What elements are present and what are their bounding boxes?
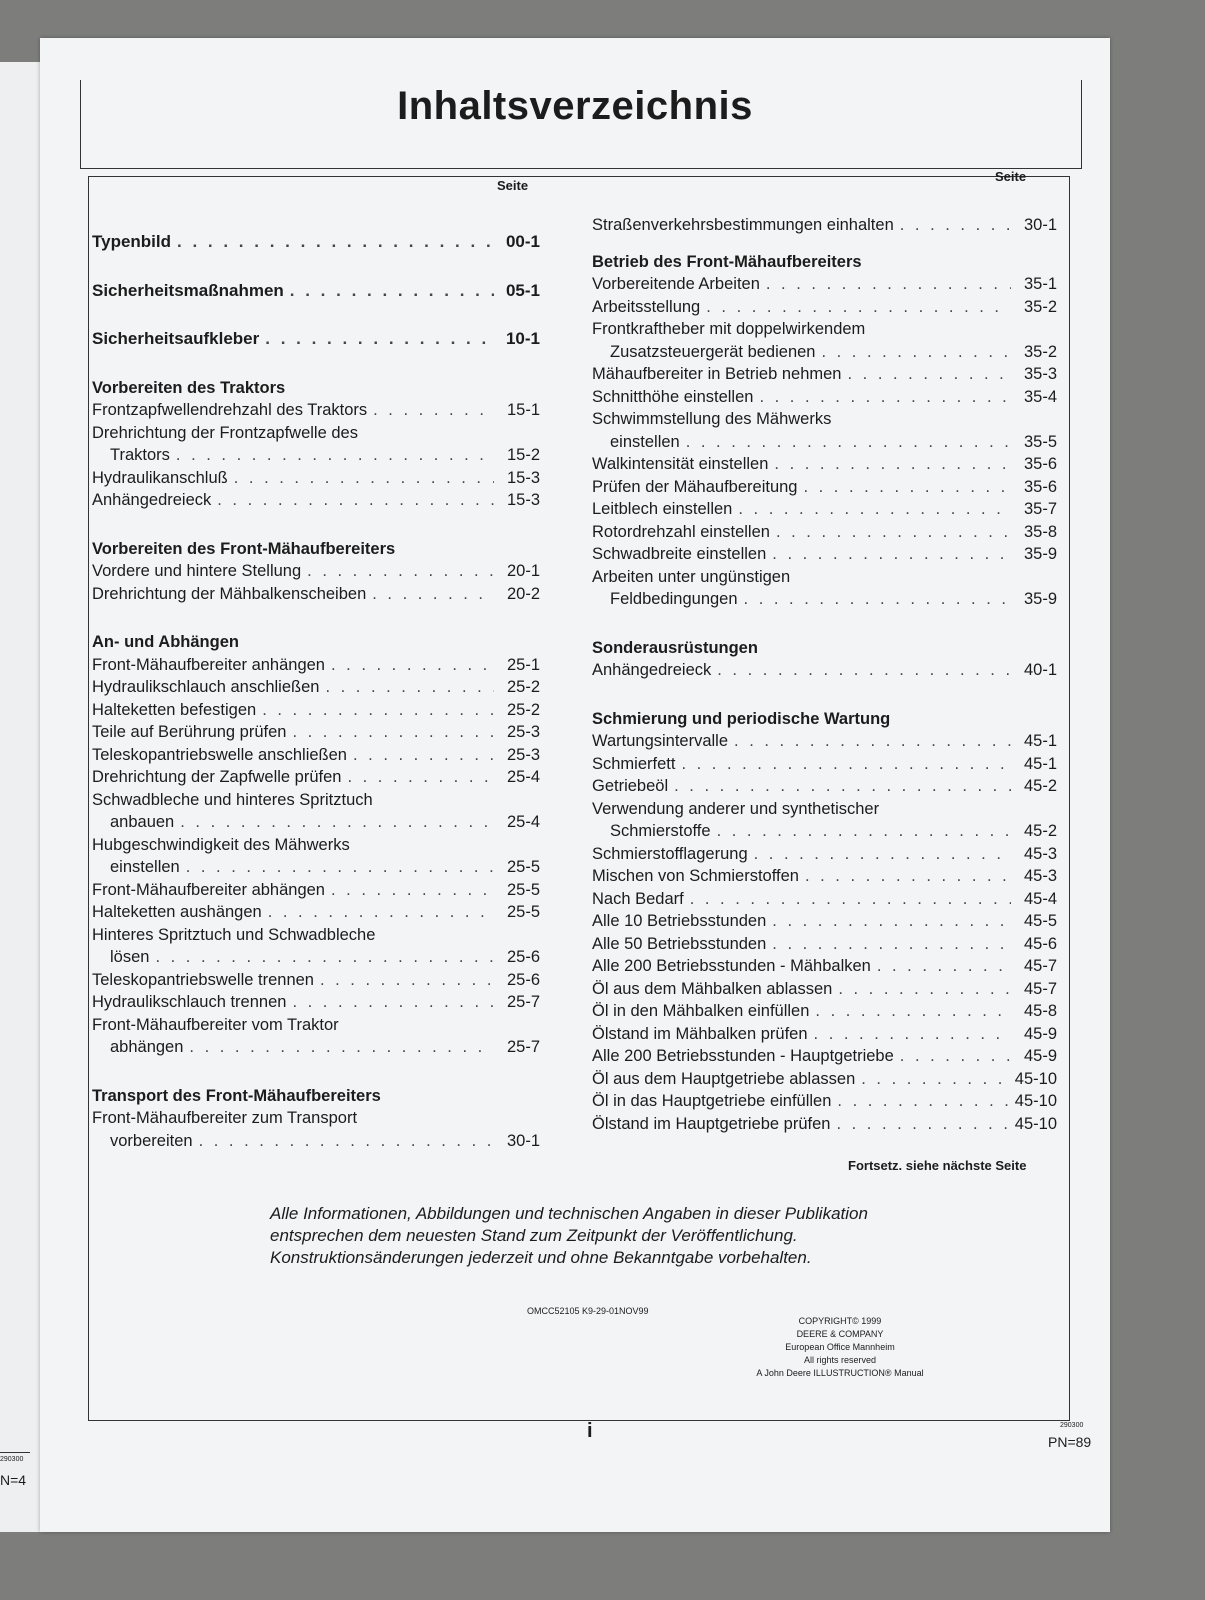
toc-entry <box>92 399 540 422</box>
copyright-block <box>720 1315 960 1380</box>
toc-page-ref: 25-4 <box>506 768 540 786</box>
toc-entry <box>592 910 1057 933</box>
toc-entry-title: Zusatzsteuergerät bedienen <box>610 342 816 361</box>
toc-entry-title: anbauen <box>110 813 175 831</box>
toc-section-heading <box>92 328 540 351</box>
toc-entry-title: Schmierfett <box>592 754 676 773</box>
dot-leader <box>325 676 494 699</box>
dot-leader <box>861 1068 1009 1091</box>
dot-leader <box>776 521 1011 544</box>
dot-leader <box>759 386 1011 409</box>
toc-page-ref: 45-10 <box>1014 1114 1057 1133</box>
toc-page-ref: 10-1 <box>505 329 540 348</box>
toc-entry-title: Schwadbleche und hinteres Spritztuch <box>92 790 373 809</box>
left-column-header: Seite <box>497 178 529 193</box>
toc-entry-title: Schmierung und periodische Wartung <box>592 709 891 728</box>
section-spacer <box>92 512 540 538</box>
dot-leader <box>734 730 1011 753</box>
toc-page-ref: 35-6 <box>1023 477 1057 496</box>
toc-page-ref: 15-1 <box>506 401 540 419</box>
toc-section-heading <box>92 538 540 561</box>
copyright-line: COPYRIGHT© 1999 <box>798 1316 882 1326</box>
toc-entry-title: vorbereiten <box>110 1131 193 1150</box>
toc-page-ref: 45-10 <box>1014 1092 1057 1110</box>
toc-entry-title: Walkintensität einstellen <box>592 455 769 473</box>
disclaimer-notice: Alle Informationen, Abbildungen und technischen Angaben in dieser Publikation entsprechen dem neuesten Stand zum Zeitpunkt der Veröffentlichung. Konstruktionsänderungen jederzeit und ohne Bekanntgabe vorbehalten. <box>270 1204 868 1267</box>
toc-page-ref: 45-6 <box>1023 934 1057 953</box>
prev-page-pn: N=4 <box>0 1472 27 1488</box>
toc-entry <box>592 543 1057 566</box>
toc-page-ref: 35-5 <box>1023 432 1057 451</box>
dot-leader <box>900 214 1011 237</box>
toc-entry <box>92 834 540 857</box>
dot-leader <box>177 231 494 254</box>
toc-entry <box>592 1045 1057 1068</box>
toc-page-ref: 45-7 <box>1023 979 1057 998</box>
toc-entry-title: Front-Mähaufbereiter anhängen <box>92 655 325 674</box>
toc-entry <box>592 978 1057 1001</box>
toc-page-ref: 45-2 <box>1023 777 1057 795</box>
toc-page-ref: 35-6 <box>1023 455 1057 473</box>
dot-leader <box>754 843 1011 866</box>
toc-page-ref: 35-7 <box>1023 500 1057 518</box>
toc-entry <box>92 901 540 924</box>
dot-leader <box>155 946 494 969</box>
section-spacer <box>592 682 1057 708</box>
toc-entry-title: Typenbild <box>92 232 172 251</box>
toc-page-ref: 15-2 <box>506 446 540 464</box>
toc-page-ref: 45-5 <box>1023 912 1057 930</box>
toc-entry-title: Schwadbreite einstellen <box>592 545 767 563</box>
toc-entry <box>592 431 1057 454</box>
page-title: Inhaltsverzeichnis <box>397 84 753 128</box>
copyright-line: All rights reserved <box>803 1355 877 1365</box>
dot-leader <box>717 820 1011 843</box>
dot-leader <box>738 498 1011 521</box>
dot-leader <box>877 955 1011 978</box>
toc-entry-title: Arbeitsstellung <box>592 297 701 316</box>
toc-page-ref: 35-2 <box>1023 297 1057 316</box>
dot-leader <box>847 363 1011 386</box>
toc-page-ref: 25-7 <box>506 993 540 1011</box>
toc-page-ref: 25-2 <box>506 700 540 719</box>
toc-entry <box>92 467 540 490</box>
toc-page-ref: 25-6 <box>506 948 540 966</box>
toc-entry-title: Mischen von Schmierstoffen <box>592 867 799 885</box>
toc-entry-title: Öl aus dem Hauptgetriebe ablassen <box>592 1069 856 1088</box>
dot-leader <box>176 444 494 467</box>
toc-entry-title: Drehrichtung der Zapfwelle prüfen <box>92 768 342 786</box>
toc-entry <box>92 583 540 606</box>
toc-entry <box>592 775 1057 798</box>
toc-entry <box>92 811 540 834</box>
toc-entry <box>92 1107 540 1130</box>
toc-entry-title: Mähaufbereiter in Betrieb nehmen <box>592 365 842 383</box>
toc-entry <box>92 946 540 969</box>
toc-section-heading <box>92 631 540 654</box>
toc-entry-title: Teleskopantriebswelle anschließen <box>92 745 347 764</box>
toc-entry-title: Rotordrehzahl einstellen <box>592 522 770 541</box>
toc-entry <box>592 566 1057 589</box>
toc-entry <box>592 865 1057 888</box>
toc-entry-title: Ölstand im Mähbalken prüfen <box>592 1024 808 1043</box>
toc-entry <box>592 1090 1057 1113</box>
toc-entry <box>92 879 540 902</box>
toc-entry <box>592 341 1057 364</box>
toc-entry <box>92 924 540 947</box>
toc-section-heading <box>592 708 1057 731</box>
dot-leader <box>265 328 494 351</box>
toc-entry-title: Vorbereitende Arbeiten <box>592 275 760 293</box>
toc-entry <box>92 1130 540 1153</box>
toc-entry <box>592 363 1057 386</box>
toc-page-ref: 35-3 <box>1023 365 1057 383</box>
toc-section-heading <box>92 1085 540 1108</box>
toc-entry <box>92 699 540 722</box>
dot-leader <box>320 969 494 992</box>
dot-leader <box>814 1023 1011 1046</box>
toc-entry <box>92 1036 540 1059</box>
dot-leader <box>772 543 1011 566</box>
toc-page-ref: 25-6 <box>506 970 540 989</box>
dot-leader <box>292 721 494 744</box>
toc-entry <box>592 888 1057 911</box>
toc-entry <box>592 408 1057 431</box>
dot-leader <box>681 753 1011 776</box>
toc-entry <box>592 753 1057 776</box>
toc-entry <box>92 444 540 467</box>
section-spacer <box>592 611 1057 637</box>
toc-entry-title: Straßenverkehrsbestimmungen einhalten <box>592 216 894 234</box>
toc-page-ref: 35-1 <box>1023 275 1057 293</box>
copyright-line: A John Deere ILLUSTRUCTION® Manual <box>756 1368 924 1378</box>
dot-leader <box>268 901 494 924</box>
dot-leader <box>821 341 1011 364</box>
toc-entry-title: Sonderausrüstungen <box>592 638 758 657</box>
dot-leader <box>900 1045 1011 1068</box>
section-spacer <box>92 254 540 280</box>
dot-leader <box>353 744 494 767</box>
toc-entry <box>92 856 540 879</box>
toc-entry <box>92 789 540 812</box>
toc-page-ref: 25-7 <box>506 1038 540 1056</box>
toc-page-ref: 45-8 <box>1023 1002 1057 1020</box>
section-spacer <box>92 1059 540 1085</box>
toc-entry <box>592 521 1057 544</box>
toc-entry <box>92 991 540 1014</box>
section-spacer <box>92 351 540 377</box>
dot-leader <box>262 699 494 722</box>
toc-entry-title: Teile auf Berührung prüfen <box>92 723 287 741</box>
dot-leader <box>307 560 494 583</box>
toc-page-ref: 45-3 <box>1023 867 1057 885</box>
dot-leader <box>373 399 494 422</box>
dot-leader <box>837 1090 1008 1113</box>
toc-page-ref: 30-1 <box>1023 216 1057 234</box>
toc-page-ref: 45-9 <box>1023 1047 1057 1065</box>
toc-entry <box>92 422 540 445</box>
toc-page-ref: 25-5 <box>506 903 540 921</box>
toc-page-ref: 35-8 <box>1023 522 1057 541</box>
toc-section-heading <box>92 280 540 303</box>
toc-entry-title: Alle 200 Betriebsstunden - Hauptgetriebe <box>592 1047 894 1065</box>
toc-entry-title: Arbeiten unter ungünstigen <box>592 567 791 586</box>
footer-pn: PN=89 <box>1048 1434 1092 1450</box>
toc-entry-title: Schnitthöhe einstellen <box>592 387 754 406</box>
dot-leader <box>803 476 1011 499</box>
toc-entry <box>592 933 1057 956</box>
toc-page-ref: 40-1 <box>1023 661 1057 679</box>
toc-page-ref: 35-9 <box>1023 545 1057 563</box>
toc-entry <box>592 1113 1057 1136</box>
toc-page-ref: 45-9 <box>1023 1024 1057 1043</box>
dot-leader <box>186 856 494 879</box>
toc-entry-title: Alle 200 Betriebsstunden - Mähbalken <box>592 957 871 975</box>
dot-leader <box>674 775 1011 798</box>
toc-section-heading <box>592 251 1057 274</box>
dot-leader <box>815 1000 1011 1023</box>
toc-entry-title: lösen <box>110 948 150 966</box>
dot-leader <box>217 489 494 512</box>
toc-page-ref: 45-1 <box>1023 732 1057 750</box>
copyright-line: DEERE & COMPANY <box>796 1329 884 1339</box>
toc-entry-title: Schmierstoffe <box>610 822 711 840</box>
toc-entry <box>92 489 540 512</box>
toc-entry-title: Betrieb des Front-Mähaufbereiters <box>592 252 862 271</box>
toc-entry <box>92 676 540 699</box>
document-code: OMCC52105 K9-29-01NOV99 <box>527 1306 649 1316</box>
dot-leader <box>199 1130 494 1153</box>
toc-entry-title: Prüfen der Mähaufbereitung <box>592 477 798 496</box>
toc-page-ref: 45-10 <box>1014 1069 1057 1088</box>
toc-entry-title: Traktors <box>110 446 170 464</box>
toc-entry <box>592 476 1057 499</box>
toc-section-heading <box>592 637 1057 660</box>
toc-entry-title: Halteketten aushängen <box>92 903 262 921</box>
toc-page-ref: 00-1 <box>505 232 540 251</box>
toc-entry-title: Nach Bedarf <box>592 889 684 908</box>
toc-page-ref: 25-5 <box>506 858 540 876</box>
dot-leader <box>290 280 494 303</box>
toc-entry-title: Transport des Front-Mähaufbereiters <box>92 1086 381 1105</box>
dot-leader <box>234 467 494 490</box>
toc-entry <box>592 453 1057 476</box>
toc-entry-title: abhängen <box>110 1038 184 1056</box>
toc-page-ref: 25-5 <box>506 880 540 899</box>
toc-entry-title: Verwendung anderer und synthetischer <box>592 799 880 818</box>
toc-entry-title: Anhängedreieck <box>92 491 212 509</box>
toc-entry-title: Alle 10 Betriebsstunden <box>592 912 767 930</box>
toc-section-heading <box>92 231 540 254</box>
dot-leader <box>717 659 1011 682</box>
toc-entry-title: An- und Abhängen <box>92 633 239 651</box>
dot-leader <box>766 273 1011 296</box>
toc-entry <box>592 843 1057 866</box>
right-column-header: Seite <box>995 169 1027 184</box>
toc-entry-title: Hydraulikschlauch anschließen <box>92 678 320 696</box>
toc-page-ref: 15-3 <box>506 468 540 487</box>
toc-entry-title: Drehrichtung der Mähbalkenscheiben <box>92 584 367 603</box>
toc-entry-title: Schwimmstellung des Mähwerks <box>592 410 832 428</box>
toc-entry <box>592 730 1057 753</box>
dot-leader <box>189 1036 494 1059</box>
dot-leader <box>292 991 494 1014</box>
toc-left-column <box>92 231 540 1152</box>
toc-entry-title: Alle 50 Betriebsstunden <box>592 934 767 953</box>
toc-entry-title: Hydraulikanschluß <box>92 468 228 487</box>
toc-page-ref: 20-1 <box>506 562 540 580</box>
toc-entry-title: Feldbedingungen <box>610 590 738 608</box>
section-spacer <box>92 605 540 631</box>
toc-page-ref: 35-9 <box>1023 590 1057 608</box>
toc-entry-title: Vorbereiten des Front-Mähaufbereiters <box>92 539 396 558</box>
toc-page-ref: 25-3 <box>506 745 540 764</box>
dot-leader <box>347 766 494 789</box>
toc-entry-title: Anhängedreieck <box>592 661 712 679</box>
footer-code: 290300 <box>1060 1422 1084 1429</box>
dot-leader <box>331 879 494 902</box>
dot-leader <box>372 583 494 606</box>
section-spacer <box>592 237 1057 251</box>
toc-entry-title: Leitblech einstellen <box>592 500 733 518</box>
toc-entry-title: Hubgeschwindigkeit des Mähwerks <box>92 835 350 854</box>
toc-entry-title: Öl in das Hauptgetriebe einfüllen <box>592 1092 832 1110</box>
toc-page-ref: 20-2 <box>506 584 540 603</box>
toc-entry-title: Vordere und hintere Stellung <box>92 562 302 580</box>
toc-entry-title: Vorbereiten des Traktors <box>92 378 286 397</box>
continued-note: Fortsetz. siehe nächste Seite <box>848 1158 1027 1173</box>
toc-entry-title: Hinteres Spritztuch und Schwadbleche <box>92 925 376 944</box>
toc-entry-title: Öl in den Mähbalken einfüllen <box>592 1002 810 1020</box>
toc-entry-title: Drehrichtung der Frontzapfwelle des <box>92 423 358 442</box>
dot-leader <box>772 933 1011 956</box>
toc-entry <box>592 386 1057 409</box>
toc-entry-title: Halteketten befestigen <box>92 700 257 719</box>
toc-entry <box>592 659 1057 682</box>
toc-entry-title: Wartungsintervalle <box>592 732 729 750</box>
toc-page-ref: 15-3 <box>506 491 540 509</box>
dot-leader <box>805 865 1011 888</box>
toc-entry <box>92 766 540 789</box>
toc-page-ref: 45-3 <box>1023 844 1057 863</box>
toc-entry-title: Sicherheitsaufkleber <box>92 329 260 348</box>
toc-page-ref: 05-1 <box>505 280 540 300</box>
toc-entry-title: Front-Mähaufbereiter vom Traktor <box>92 1015 339 1034</box>
toc-entry <box>92 560 540 583</box>
prev-page-code: 290300 <box>0 1456 24 1463</box>
toc-entry-title: Sicherheitsmaßnahmen <box>92 280 284 300</box>
dot-leader <box>744 588 1011 611</box>
toc-page-ref: 25-2 <box>506 678 540 696</box>
toc-entry <box>92 744 540 767</box>
toc-entry <box>592 273 1057 296</box>
dot-leader <box>774 453 1011 476</box>
toc-page-ref: 25-3 <box>506 723 540 741</box>
toc-entry <box>92 1014 540 1037</box>
dot-leader <box>180 811 494 834</box>
toc-entry <box>592 588 1057 611</box>
section-spacer <box>92 302 540 328</box>
toc-entry-title: Ölstand im Hauptgetriebe prüfen <box>592 1114 831 1133</box>
document-page <box>40 38 1110 1532</box>
toc-page-ref: 45-7 <box>1023 957 1057 975</box>
toc-page-ref: 45-2 <box>1023 822 1057 840</box>
toc-page-ref: 25-1 <box>506 655 540 674</box>
toc-entry-title: Frontkraftheber mit doppelwirkendem <box>592 320 866 338</box>
toc-entry-title: Front-Mähaufbereiter abhängen <box>92 880 325 899</box>
toc-entry-title: Getriebeöl <box>592 777 669 795</box>
toc-entry <box>592 1068 1057 1091</box>
previous-page-edge <box>0 62 40 1532</box>
toc-entry-title: Hydraulikschlauch trennen <box>92 993 287 1011</box>
toc-entry <box>592 955 1057 978</box>
toc-page-ref: 30-1 <box>506 1131 540 1150</box>
dot-leader <box>838 978 1011 1001</box>
toc-right-column <box>592 214 1057 1135</box>
toc-section-heading <box>92 377 540 400</box>
toc-entry <box>592 1023 1057 1046</box>
toc-entry-title: Öl aus dem Mähbalken ablassen <box>592 979 833 998</box>
toc-page-ref: 35-4 <box>1023 387 1057 406</box>
toc-page-ref: 25-4 <box>506 813 540 831</box>
toc-entry <box>592 296 1057 319</box>
toc-entry-title: Schmierstofflagerung <box>592 844 748 863</box>
page-number: i <box>587 1420 593 1442</box>
toc-entry <box>592 820 1057 843</box>
toc-entry <box>592 498 1057 521</box>
dot-leader <box>836 1113 1008 1136</box>
toc-entry <box>92 969 540 992</box>
toc-page-ref: 45-4 <box>1023 889 1057 908</box>
toc-entry <box>592 214 1057 237</box>
toc-entry-title: einstellen <box>110 858 180 876</box>
toc-entry <box>592 318 1057 341</box>
dot-leader <box>772 910 1011 933</box>
dot-leader <box>706 296 1011 319</box>
toc-entry-title: einstellen <box>610 432 680 451</box>
toc-entry <box>592 798 1057 821</box>
toc-entry-title: Front-Mähaufbereiter zum Transport <box>92 1109 358 1127</box>
toc-entry <box>92 721 540 744</box>
dot-leader <box>690 888 1011 911</box>
prev-page-rule <box>0 1452 30 1453</box>
toc-page-ref: 35-2 <box>1023 342 1057 361</box>
dot-leader <box>686 431 1011 454</box>
copyright-line: European Office Mannheim <box>785 1342 895 1352</box>
toc-page-ref: 45-1 <box>1023 754 1057 773</box>
toc-entry <box>92 654 540 677</box>
toc-entry-title: Teleskopantriebswelle trennen <box>92 970 314 989</box>
dot-leader <box>331 654 494 677</box>
toc-entry-title: Frontzapfwellendrehzahl des Traktors <box>92 401 368 419</box>
toc-entry <box>592 1000 1057 1023</box>
